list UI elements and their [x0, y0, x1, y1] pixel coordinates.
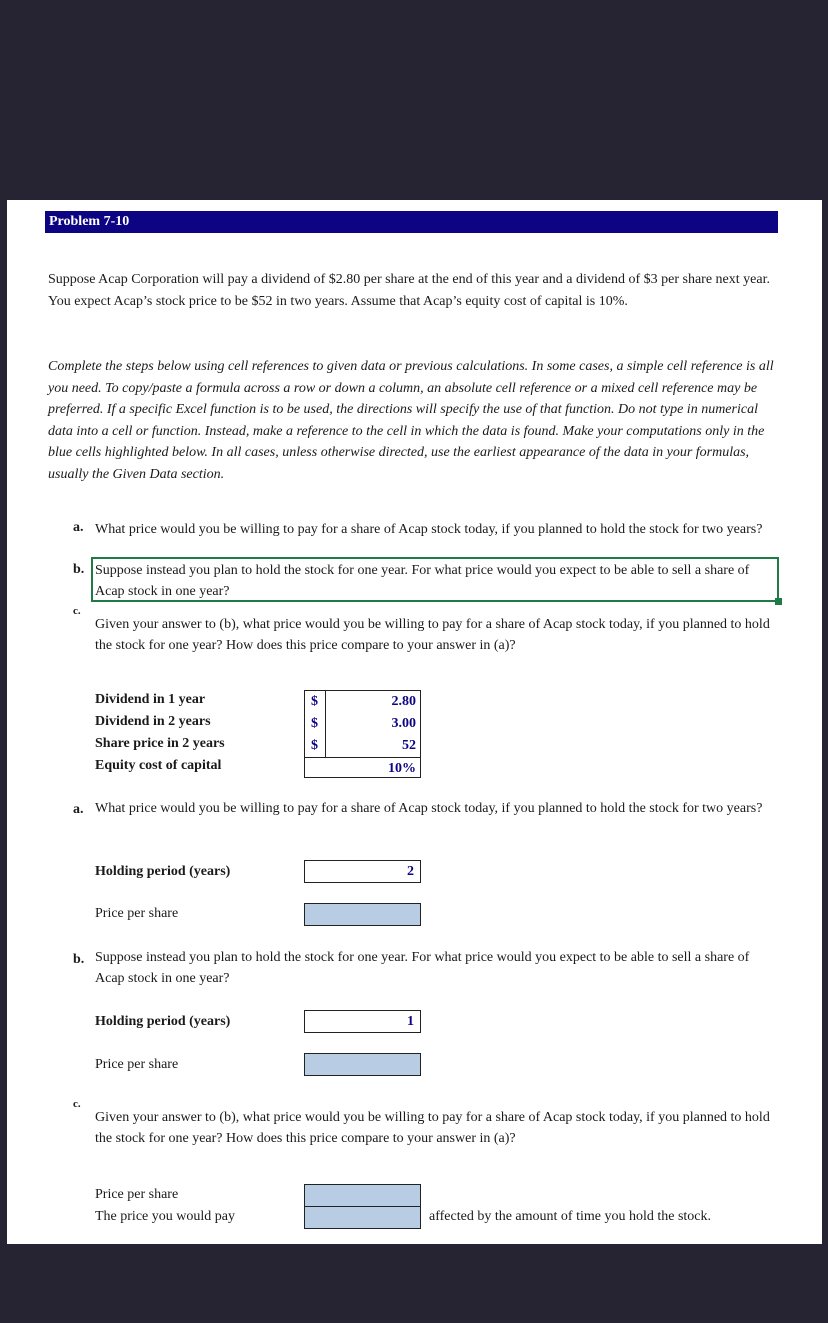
- part-a-letter: a.: [73, 802, 84, 817]
- part-c-suffix: affected by the amount of time you hold the stock.: [429, 1209, 712, 1224]
- given-label-price2: Share price in 2 years: [95, 736, 225, 751]
- question-a-letter: a.: [73, 520, 84, 535]
- part-b-holding-label: Holding period (years): [95, 1014, 231, 1029]
- given-row[interactable]: [305, 691, 420, 713]
- part-c-text: Given your answer to (b), what price would you be willing to pay for a share of Acap stock today, if you planned to hold the stock for one year? How does this price compare to your answer in (a)?: [95, 1110, 770, 1146]
- part-c-price-cell[interactable]: [304, 1184, 421, 1207]
- part-b-price-label: Price per share: [95, 1057, 179, 1072]
- currency-symbol: $: [311, 738, 318, 753]
- problem-intro: Suppose Acap Corporation will pay a dividend of $2.80 per share at the end of this year and a dividend of $3 per share next year. You expect Acap’s stock price to be $52 in two years. Assume that Acap’s equity cost of capital is 10%.: [48, 272, 770, 309]
- part-c-pay-label: The price you would pay: [95, 1209, 235, 1224]
- given-value: 2.80: [391, 694, 416, 709]
- question-b-letter: b.: [73, 562, 85, 577]
- given-value: 10%: [388, 761, 416, 776]
- part-b-letter: b.: [73, 952, 85, 967]
- part-a-price-cell[interactable]: [304, 903, 421, 926]
- selected-cell-outline[interactable]: [91, 557, 779, 602]
- given-label-cost: Equity cost of capital: [95, 758, 222, 773]
- question-b-text: Suppose instead you plan to hold the stock for one year. For what price would you expect to be able to sell a share of Acap stock in one year?: [95, 563, 750, 599]
- given-label-div2: Dividend in 2 years: [95, 714, 211, 729]
- part-a-holding-cell[interactable]: 2: [304, 860, 421, 883]
- fill-handle[interactable]: [775, 598, 782, 605]
- question-a-text: What price would you be willing to pay for a share of Acap stock today, if you planned to hold the stock for two years?: [95, 522, 763, 537]
- part-b-text: Suppose instead you plan to hold the stock for one year. For what price would you expect to be able to sell a share of Acap stock in one year?: [95, 950, 750, 986]
- part-a-text: What price would you be willing to pay for a share of Acap stock today, if you planned to hold the stock for two years?: [95, 801, 763, 816]
- problem-title: Problem 7-10: [45, 211, 778, 233]
- part-a-holding-label: Holding period (years): [95, 864, 231, 879]
- part-b-price-cell[interactable]: [304, 1053, 421, 1076]
- part-c-letter: c.: [73, 1098, 81, 1110]
- worksheet: [7, 200, 822, 1244]
- question-c-letter: c.: [73, 605, 81, 617]
- instructions: Complete the steps below using cell references to given data or previous calculations. In some cases, a simple cell reference is all you need. To copy/paste a formula across a row or down a column, an absolute cell reference or a mixed cell reference may be preferred. If a specific Excel function is to be used, the directions will specify the use of that function. Do not type in numerical data into a cell or function. Instead, make a reference to the cell in which the data is found. Make your computations only in the blue cells highlighted below. In all cases, unless otherwise directed, use the earliest appearance of the data in your formulas, usually the Given Data section.: [48, 359, 774, 482]
- part-c-pay-cell[interactable]: [304, 1206, 421, 1229]
- given-row[interactable]: [305, 735, 420, 757]
- currency-symbol: $: [311, 694, 318, 709]
- given-row[interactable]: [305, 713, 420, 735]
- given-value: 3.00: [391, 716, 416, 731]
- given-value: 52: [402, 738, 416, 753]
- question-c-text: Given your answer to (b), what price would you be willing to pay for a share of Acap stock today, if you planned to hold the stock for one year? How does this price compare to your answer in (a)?: [95, 617, 770, 653]
- given-row[interactable]: [305, 757, 420, 780]
- given-label-div1: Dividend in 1 year: [95, 692, 206, 707]
- part-a-price-label: Price per share: [95, 906, 179, 921]
- part-b-holding-cell[interactable]: 1: [304, 1010, 421, 1033]
- given-data-table: [304, 690, 421, 778]
- currency-symbol: $: [311, 716, 318, 731]
- part-c-price-label: Price per share: [95, 1187, 179, 1202]
